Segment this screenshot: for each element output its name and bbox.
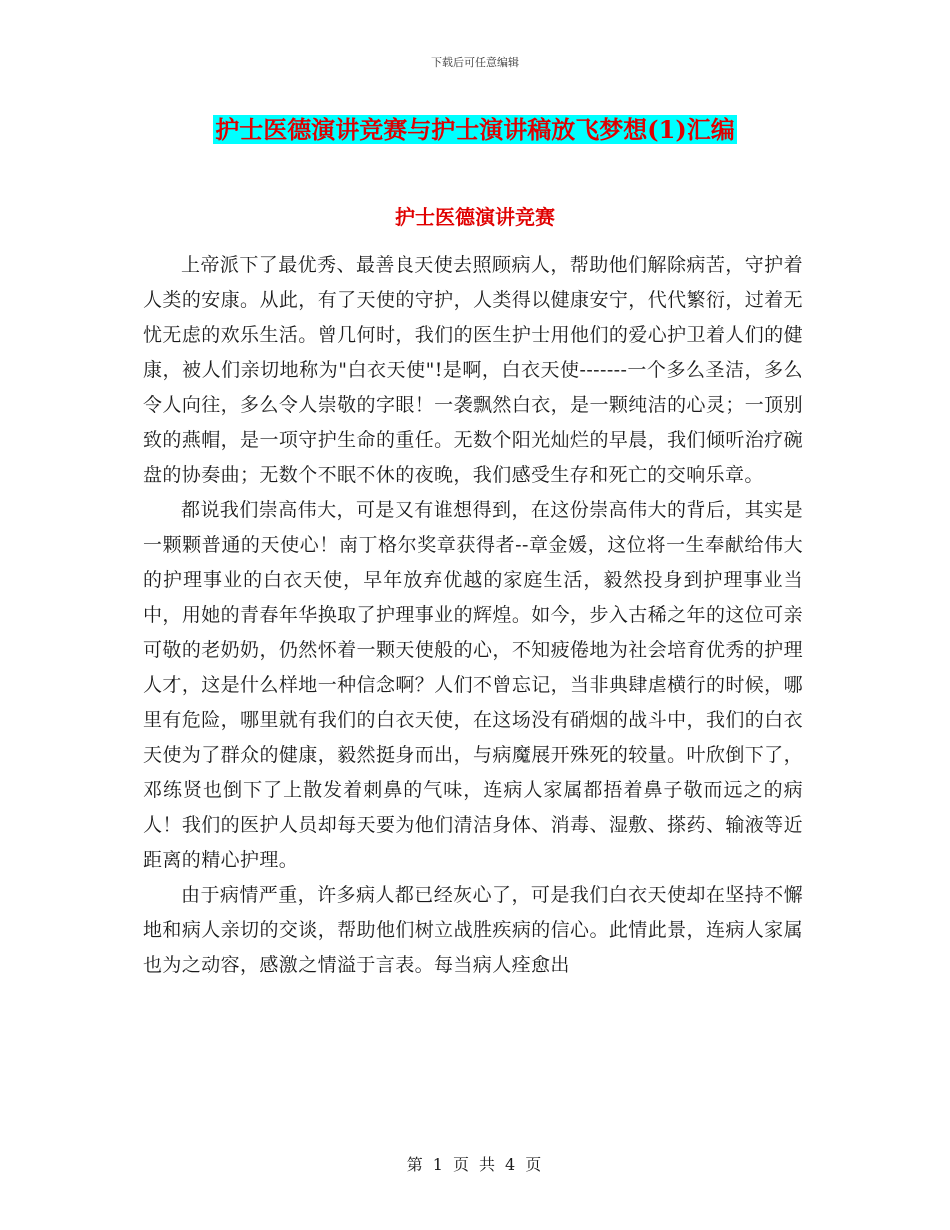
paragraph: 由于病情严重，许多病人都已经灰心了，可是我们白衣天使却在坚持不懈地和病人亲切的交谈，帮助他们树立战胜疾病的信心。此情此景，连病人家属也为之动容，感激之情溢于言表。每当病人痊愈出: [143, 884, 803, 976]
footer-suffix: 页: [525, 1155, 544, 1174]
paragraph: 都说我们崇高伟大，可是又有谁想得到，在这份崇高伟大的背后，其实是一颗颗普通的天使心！南丁格尔奖章获得者--章金媛，这位将一生奉献给伟大的护理事业的白衣天使，早年放弃优越的家庭生活，毅然投身到护理事业当中，用她的青春年华换取了护理事业的辉煌。如今，步入古稀之年的这位可亲可敬的老奶奶，仍然怀着一颗天使般的心，不知疲倦地为社会培育优秀的护理人才，这是什么样地一种信念啊？人们不曾忘记，当非典肆虐横行的时候，哪里有危险，哪里就有我们的白衣天使，在这场没有硝烟的战斗中，我们的白衣天使为了群众的健康，毅然挺身而出，与病魔展开殊死的较量。叶欣倒下了，邓练贤也倒下了上散发着刺鼻的气味，连病人家属都捂着鼻子敬而远之的病人！我们的医护人员却每天要为他们清洁身体、消毒、湿敷、搽药、输液等近距离的精心护理。: [143, 499, 803, 871]
footer-total-word: 共: [479, 1155, 498, 1174]
footer-page-word: 页: [452, 1155, 471, 1174]
page-footer: [0, 1152, 950, 1175]
document-title-text: 护士医德演讲竞赛与护士演讲稿放飞梦想(1)汇编: [215, 115, 735, 144]
header-note: 下载后可任意编辑: [431, 56, 519, 69]
paragraph: 上帝派下了最优秀、最善良天使去照顾病人，帮助他们解除病苦，守护着人类的安康。从此，有了天使的守护，人类得以健康安宁，代代繁衍，过着无忧无虑的欢乐生活。曾几何时，我们的医生护士用他们的爱心护卫着人们的健康，被人们亲切地称为"白衣天使"!是啊，白衣天使-------一个多么圣洁，多么令人向往，多么令人崇敬的字眼！一袭飘然白衣，是一颗纯洁的心灵；一顶别致的燕帽，是一项守护生命的重任。无数个阳光灿烂的早晨，我们倾听治疗碗盘的协奏曲；无数个不眠不休的夜晚，我们感受生存和死亡的交响乐章。: [143, 254, 803, 486]
footer-prefix: 第: [406, 1155, 425, 1174]
body-text: [143, 248, 803, 983]
footer-total-pages: 4: [505, 1155, 518, 1174]
footer-page-number: 1: [432, 1155, 445, 1174]
section-title: 护士医德演讲竞赛: [395, 205, 555, 229]
document-title: [0, 112, 950, 148]
